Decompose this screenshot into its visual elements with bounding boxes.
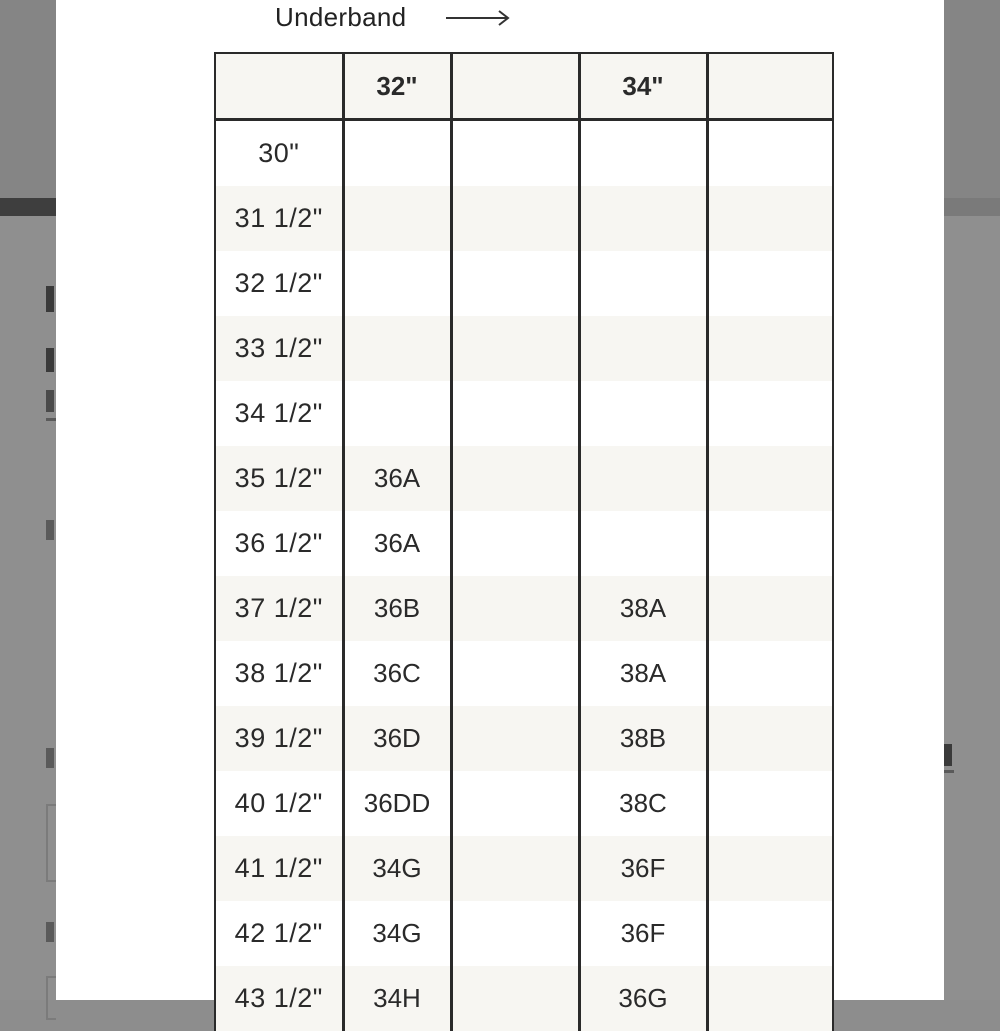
overbust-value: 35 1/2" [215,446,343,511]
bra-size-cell [707,381,833,446]
bra-size-cell: 36B [343,576,451,641]
underband-header: 34" [579,53,707,120]
overbust-value: 39 1/2" [215,706,343,771]
table-header-row [215,53,833,120]
overbust-value: 40 1/2" [215,771,343,836]
bra-size-cell: 34G [343,836,451,901]
bra-size-cell: 34G [343,901,451,966]
bra-size-cell [579,316,707,381]
table-corner-cell [215,53,343,120]
bra-size-cell [579,446,707,511]
background-link-underline [46,418,56,421]
bra-size-cell [579,120,707,187]
size-chart-table [214,52,834,1031]
bra-size-cell [343,251,451,316]
bra-size-cell: 38B [579,706,707,771]
table-row [215,641,833,706]
overbust-value: 36 1/2" [215,511,343,576]
background-link-fragment [46,390,54,412]
overbust-value: 38 1/2" [215,641,343,706]
table-row [215,901,833,966]
bra-size-cell [451,836,579,901]
background-input-fragment [46,976,56,1020]
table-row [215,706,833,771]
overbust-value: 30" [215,120,343,187]
bra-size-cell [451,316,579,381]
background-text-fragment [46,348,54,372]
bra-size-cell [451,966,579,1031]
overbust-value: 33 1/2" [215,316,343,381]
underband-label: Underband [275,2,407,32]
overbust-value: 37 1/2" [215,576,343,641]
table-row [215,381,833,446]
bra-size-cell [343,381,451,446]
table-row [215,836,833,901]
background-link-underline [944,770,954,773]
table-row [215,186,833,251]
overbust-value: 42 1/2" [215,901,343,966]
bra-size-cell [707,511,833,576]
table-row [215,316,833,381]
bra-size-cell [343,120,451,187]
bra-size-cell [451,511,579,576]
background-text-fragment [46,520,54,540]
background-input-fragment [46,804,56,882]
underband-header: 32" [343,53,451,120]
table-row [215,251,833,316]
bra-size-cell [451,120,579,187]
bra-size-cell [707,901,833,966]
bra-size-cell [343,186,451,251]
bra-size-cell: 36G [579,966,707,1031]
overbust-value: 43 1/2" [215,966,343,1031]
overbust-value: 32 1/2" [215,251,343,316]
arrow-right-icon [444,6,512,35]
bra-size-cell: 38C [579,771,707,836]
bra-size-cell [707,251,833,316]
table-row [215,966,833,1031]
background-nav-bar-edge [944,198,1000,216]
bra-size-cell [707,966,833,1031]
background-link-fragment [944,744,952,766]
bra-size-cell [451,576,579,641]
bra-size-cell [707,446,833,511]
background-text-fragment [46,922,54,942]
bra-size-cell [451,706,579,771]
bra-size-cell: 36C [343,641,451,706]
bra-size-cell: 36D [343,706,451,771]
underband-header [451,53,579,120]
bra-size-cell [579,251,707,316]
bra-size-cell [451,901,579,966]
background-text-fragment [46,286,54,312]
bra-size-cell [451,186,579,251]
bra-size-cell [451,251,579,316]
bra-size-cell: 38A [579,576,707,641]
underband-header [707,53,833,120]
overbust-value: 41 1/2" [215,836,343,901]
bra-size-cell: 34H [343,966,451,1031]
background-text-fragment [46,748,54,768]
bra-size-cell [451,446,579,511]
bra-size-cell [451,381,579,446]
table-row [215,446,833,511]
bra-size-cell [707,316,833,381]
bra-size-cell [707,771,833,836]
overbust-value: 31 1/2" [215,186,343,251]
bra-size-cell [451,641,579,706]
bra-size-cell [707,186,833,251]
bra-size-cell [707,706,833,771]
bra-size-cell: 38A [579,641,707,706]
bra-size-cell: 36F [579,901,707,966]
bra-size-cell [579,186,707,251]
table-row [215,576,833,641]
bra-size-cell: 36A [343,511,451,576]
bra-size-cell [579,381,707,446]
table-row [215,771,833,836]
bra-size-cell [707,836,833,901]
table-row [215,120,833,187]
bra-size-cell [707,120,833,187]
table-row [215,511,833,576]
bra-size-cell [451,771,579,836]
bra-size-cell [707,641,833,706]
bra-size-cell: 36DD [343,771,451,836]
bra-size-cell: 36A [343,446,451,511]
bra-size-cell: 36F [579,836,707,901]
bra-size-cell [579,511,707,576]
bra-size-cell [343,316,451,381]
overbust-value: 34 1/2" [215,381,343,446]
bra-size-cell [707,576,833,641]
